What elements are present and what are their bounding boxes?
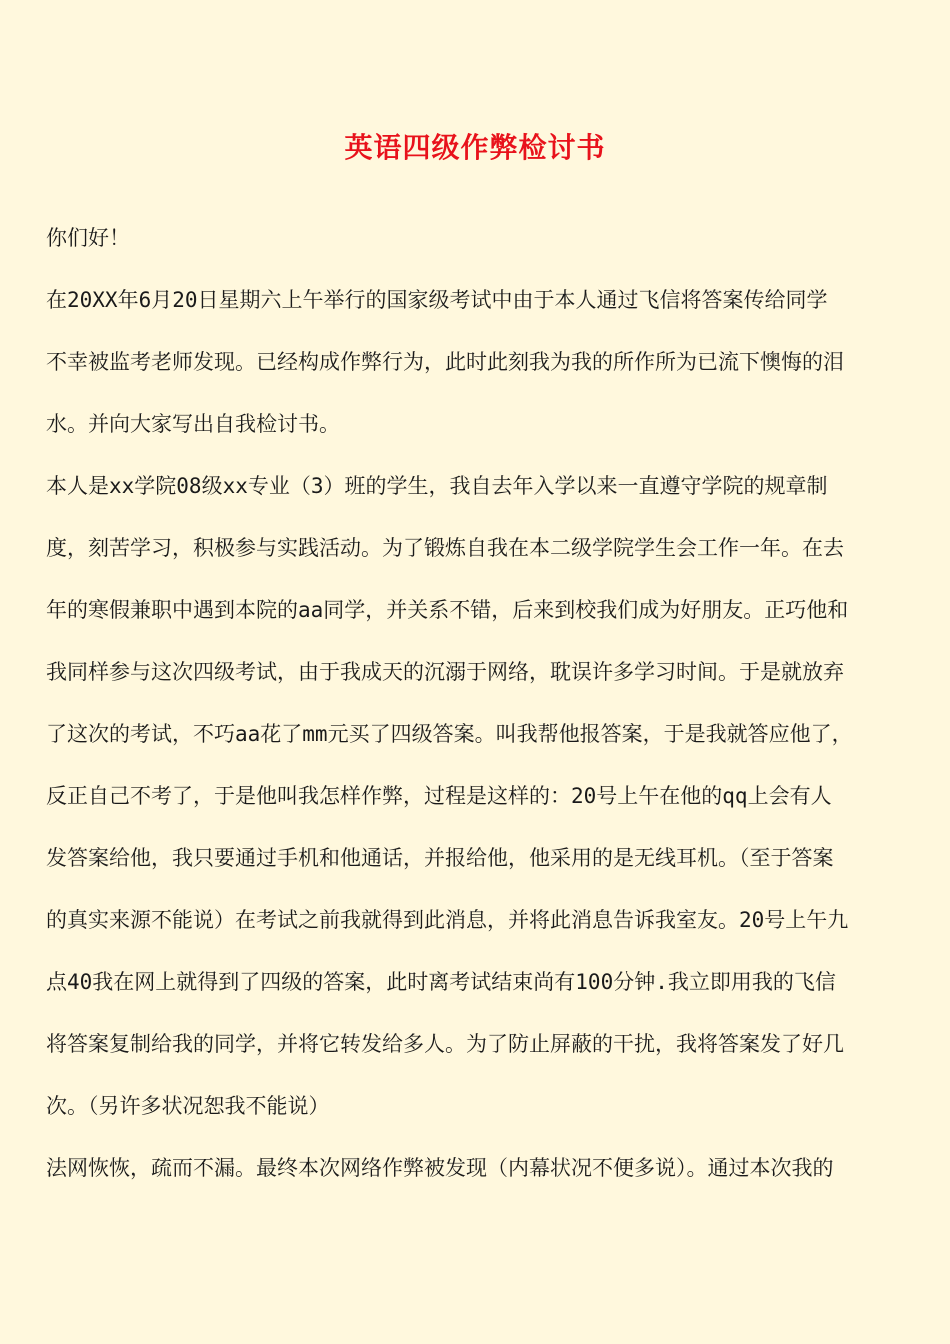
text-line: 点40我在网上就得到了四级的答案，此时离考试结束尚有100分钟.我立即用我的飞信 (46, 970, 836, 994)
text-line: 本人是xx学院08级xx专业（3）班的学生，我自去年入学以来一直遵守学院的规章制 (46, 474, 828, 498)
text-line: 法网恢恢，疏而不漏。最终本次网络作弊被发现（内幕状况不便多说）。通过本次我的 (46, 1156, 834, 1180)
text-line: 了这次的考试，不巧aa花了mm元买了四级答案。叫我帮他报答案，于是我就答应他了， (46, 722, 853, 746)
text-line: 不幸被监考老师发现。已经构成作弊行为，此时此刻我为我的所作所为已流下懊悔的泪 (46, 350, 844, 374)
text-line: 将答案复制给我的同学，并将它转发给多人。为了防止屏蔽的干扰，我将答案发了好几 (46, 1032, 844, 1056)
text-line: 我同样参与这次四级考试，由于我成天的沉溺于网络，耽误许多学习时间。于是就放弃 (46, 660, 844, 684)
text-line: 你们好！ (46, 226, 130, 250)
text-line: 反正自己不考了，于是他叫我怎样作弊，过程是这样的：20号上午在他的qq上会有人 (46, 784, 832, 808)
text-line: 水。并向大家写出自我检讨书。 (46, 412, 340, 436)
document-body (46, 218, 912, 1188)
document-title: 英语四级作弊检讨书 (344, 131, 606, 164)
text-line: 年的寒假兼职中遇到本院的aa同学，并关系不错，后来到校我们成为好朋友。正巧他和 (46, 598, 849, 622)
text-line: 次。（另许多状况恕我不能说） (46, 1094, 330, 1118)
text-line: 度，刻苦学习，积极参与实践活动。为了锻炼自我在本二级学院学生会工作一年。在去 (46, 536, 844, 560)
text-line: 的真实来源不能说）在考试之前我就得到此消息，并将此消息告诉我室友。20号上午九 (46, 908, 849, 932)
text-line: 发答案给他，我只要通过手机和他通话，并报给他，他采用的是无线耳机。（至于答案 (46, 846, 834, 870)
text-line: 在20XX年6月20日星期六上午举行的国家级考试中由于本人通过飞信将答案传给同学 (46, 288, 828, 312)
